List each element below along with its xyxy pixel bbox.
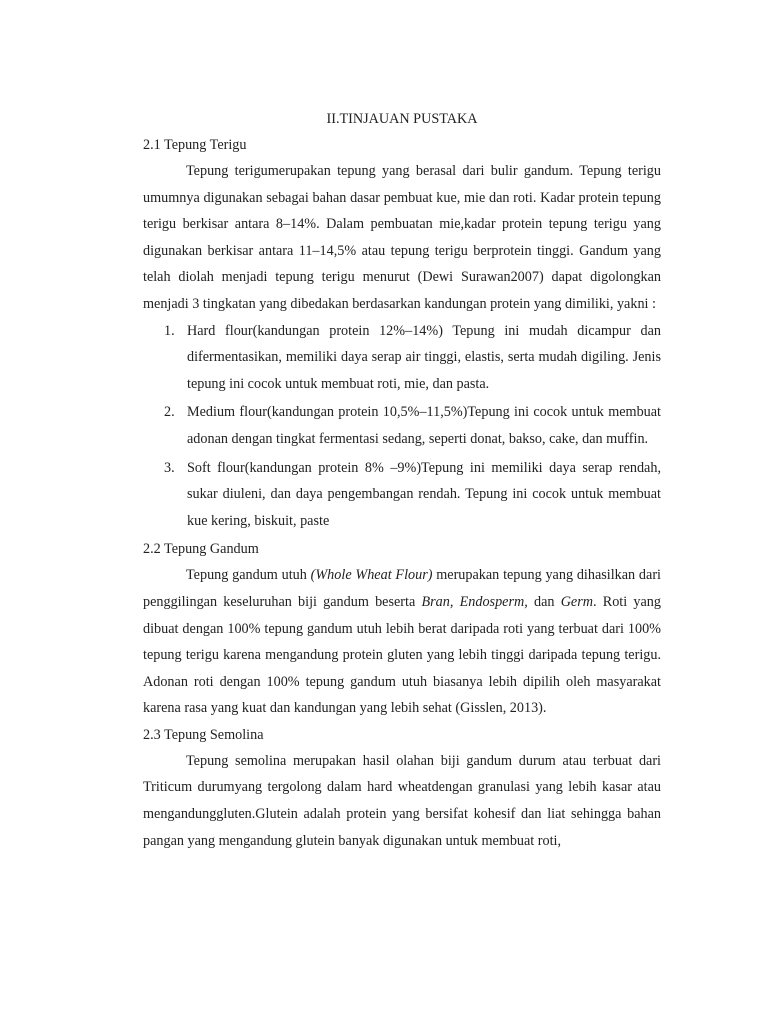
- chapter-title: II.TINJAUAN PUSTAKA: [326, 111, 478, 127]
- section-heading-2-2: 2.2 Tepung Gandum: [143, 541, 259, 558]
- text-run: merupakan tepung yang dihasilkan dari penggilingan keseluruhan biji gandum beserta: [143, 567, 661, 610]
- list-item: [143, 318, 661, 398]
- list-item-text: Medium flour(kandungan protein 10,5%–11,5%)Tepung ini cocok untuk membuat adonan dengan tingkat fermentasi sedang, seperti donat, bakso, cake, dan muffin.: [187, 404, 661, 447]
- list-item-text: Soft flour(kandungan protein 8% –9%)Tepung ini memiliki daya serap rendah, sukar diuleni, dan daya pengembangan rendah. Tepung ini cocok untuk membuat kue kering, biskuit, paste: [187, 459, 661, 529]
- document-body: [143, 106, 661, 854]
- list-item-number: 1.: [164, 322, 175, 339]
- italic-term: (Whole Wheat Flour): [310, 567, 433, 584]
- list-item: [143, 455, 661, 535]
- list-item: [143, 399, 661, 452]
- list-item-number: 3.: [164, 459, 175, 476]
- section-heading-2-3: 2.3 Tepung Semolina: [143, 726, 264, 743]
- paragraph-tepung-gandum: [143, 562, 661, 722]
- text-run: dan: [527, 593, 561, 610]
- paragraph-tepung-semolina: Tepung semolina merupakan hasil olahan biji gandum durum atau terbuat dari Triticum durumyang tergolong dalam hard wheatdengan granulasi yang lebih kasar atau mengandunggluten.Glutein adalah protein yang bersifat kohesif dan liat sehingga bahan pangan yang mengandung glutein banyak digunakan untuk membuat roti,: [143, 752, 661, 849]
- list-item-text: Hard flour(kandungan protein 12%–14%) Tepung ini mudah dicampur dan difermentasikan, memiliki daya serap air tinggi, elastis, serta mudah digiling. Jenis tepung ini cocok untuk membuat roti, mie, dan pasta.: [187, 322, 661, 392]
- section-heading-2-1: 2.1 Tepung Terigu: [143, 137, 247, 153]
- text-run: Tepung gandum utuh: [186, 567, 311, 584]
- italic-term: Bran, Endosperm,: [421, 593, 528, 610]
- list-item-number: 2.: [164, 404, 175, 421]
- flour-types-list: [143, 318, 661, 535]
- paragraph-tepung-terigu: Tepung terigumerupakan tepung yang berasal dari bulir gandum. Tepung terigu umumnya digunakan sebagai bahan dasar pembuat kue, mie dan roti. Kadar protein tepung terigu berkisar antara 8–14%. Dalam pembuatan mie,kadar protein tepung terigu yang digunakan berkisar antara 11–14,5% atau tepung terigu berprotein tinggi. Gandum yang telah diolah menjadi tepung terigu menurut (Dewi Surawan2007) dapat digolongkan menjadi 3 tingkatan yang dibedakan berdasarkan kandungan protein yang dimiliki, yakni :: [143, 163, 661, 312]
- italic-term: Germ: [560, 593, 593, 610]
- text-run: . Roti yang dibuat dengan 100% tepung gandum utuh lebih berat daripada roti yang terbuat dari 100% tepung terigu karena mengandung protein gluten yang lebih tinggi daripada tepung terigu. Adonan roti dengan 100% tepung gandum utuh biasanya lebih dipilih oleh masyarakat karena rasa yang kuat dan kandungan yang lebih sehat (Gisslen, 2013).: [143, 593, 661, 717]
